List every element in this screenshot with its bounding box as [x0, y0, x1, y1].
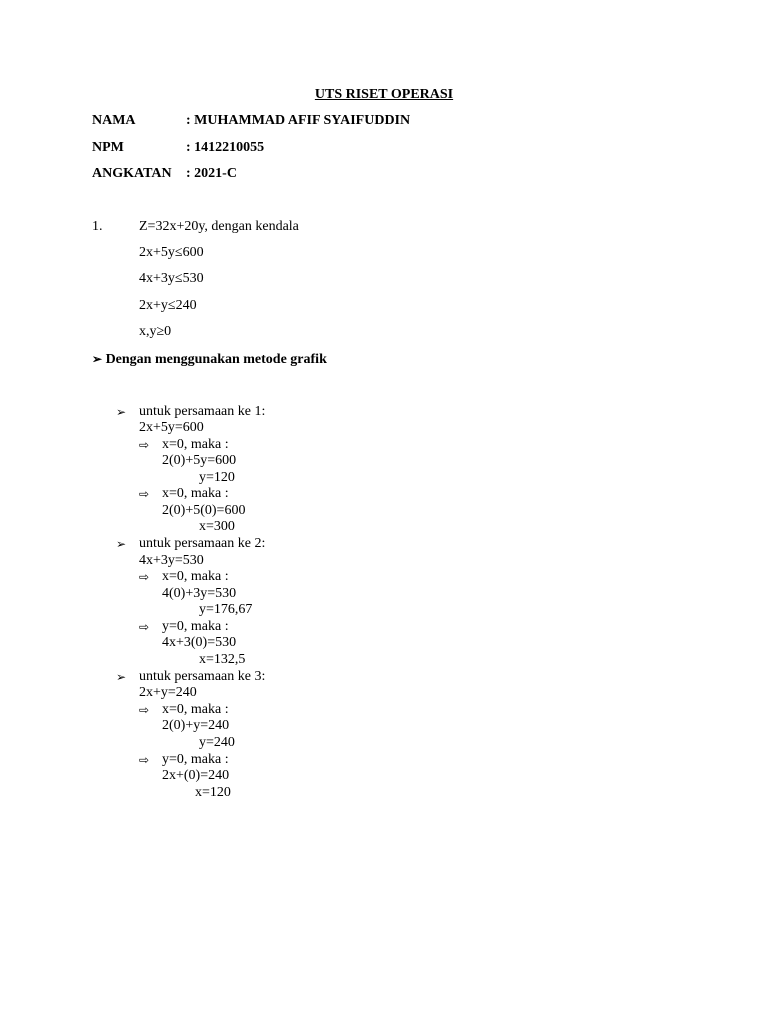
case-label: y=0, maka : [162, 752, 229, 767]
equation-heading: untuk persamaan ke 3: [139, 669, 266, 684]
npm-value: : 1412210055 [186, 140, 265, 155]
arrow-right-icon: ⇨ [139, 620, 150, 634]
case-label: x=0, maka : [162, 437, 229, 452]
case-step: 2(0)+y=240 [162, 718, 230, 733]
npm-label: NPM [92, 140, 124, 155]
equation: 2x+y=240 [139, 685, 197, 700]
case-label: x=0, maka : [162, 702, 229, 717]
angkatan-label: ANGKATAN [92, 166, 172, 181]
arrow-right-icon: ⇨ [139, 570, 150, 584]
name-label: NAMA [92, 113, 136, 128]
case-result: y=120 [199, 470, 235, 485]
equation: 4x+3y=530 [139, 553, 204, 568]
case-step: 2x+(0)=240 [162, 768, 230, 783]
case-step: 2(0)+5y=600 [162, 453, 237, 468]
equation-heading: untuk persamaan ke 2: [139, 536, 266, 551]
constraint-nonneg: x,y≥0 [139, 324, 172, 339]
arrowhead-bullet-icon: ➢ [116, 405, 127, 419]
constraint-2: 4x+3y≤530 [139, 271, 204, 286]
method-text: Dengan menggunakan metode grafik [105, 352, 327, 367]
case-label: x=0, maka : [162, 486, 229, 501]
method-heading [92, 351, 327, 368]
constraint-1: 2x+5y≤600 [139, 245, 204, 260]
arrowhead-bullet-icon: ➢ [116, 670, 127, 684]
case-result: x=132,5 [199, 652, 246, 667]
document-title: UTS RISET OPERASI [314, 87, 454, 102]
case-label: x=0, maka : [162, 569, 229, 584]
arrow-right-icon: ⇨ [139, 703, 150, 717]
arrowhead-bullet-icon: ➢ [92, 352, 103, 366]
name-value: : MUHAMMAD AFIF SYAIFUDDIN [186, 113, 411, 128]
arrow-right-icon: ⇨ [139, 438, 150, 452]
case-step: 4x+3(0)=530 [162, 635, 237, 650]
case-result: y=240 [199, 735, 235, 750]
objective-function: Z=32x+20y, dengan kendala [139, 219, 299, 234]
case-step: 4(0)+3y=530 [162, 586, 237, 601]
arrow-right-icon: ⇨ [139, 753, 150, 767]
case-result: y=176,67 [199, 602, 253, 617]
arrow-right-icon: ⇨ [139, 487, 150, 501]
arrowhead-bullet-icon: ➢ [116, 537, 127, 551]
case-label: y=0, maka : [162, 619, 229, 634]
case-result: x=120 [195, 785, 231, 800]
case-result: x=300 [199, 519, 235, 534]
constraint-3: 2x+y≤240 [139, 298, 197, 313]
angkatan-value: : 2021-C [186, 166, 237, 181]
equation: 2x+5y=600 [139, 420, 204, 435]
case-step: 2(0)+5(0)=600 [162, 503, 246, 518]
problem-number: 1. [92, 219, 103, 234]
equation-heading: untuk persamaan ke 1: [139, 404, 266, 419]
